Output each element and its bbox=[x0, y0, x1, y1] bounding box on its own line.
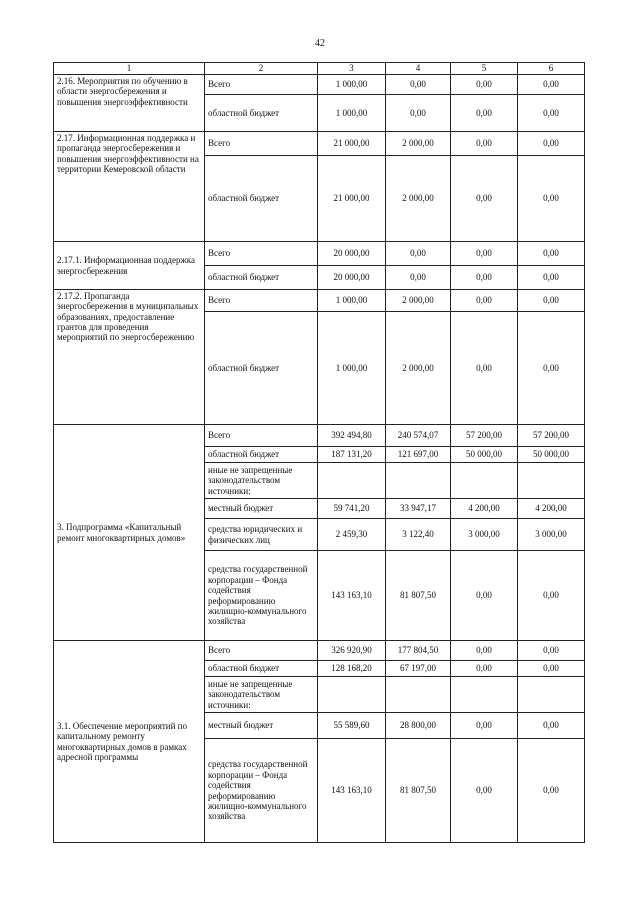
table-row bbox=[54, 242, 585, 266]
amount-cell-v6: 57 200,00 bbox=[518, 425, 585, 447]
amount-cell-v4: 81 807,50 bbox=[386, 551, 451, 641]
amount-cell-v6: 0,00 bbox=[518, 156, 585, 242]
amount-cell-v3: 187 131,20 bbox=[318, 447, 386, 463]
amount-cell-v3: 1 000,00 bbox=[318, 75, 386, 95]
header-cell: 1 bbox=[54, 63, 205, 75]
funding-source: Всего bbox=[205, 641, 318, 661]
amount-cell-v4: 2 000,00 bbox=[386, 312, 451, 425]
amount-cell-v6: 0,00 bbox=[518, 266, 585, 290]
amount-cell-v5 bbox=[451, 463, 518, 499]
funding-source: Всего bbox=[205, 290, 318, 312]
amount-cell-v5: 0,00 bbox=[451, 641, 518, 661]
header-cell: 4 bbox=[386, 63, 451, 75]
amount-cell-v3: 128 168,20 bbox=[318, 661, 386, 677]
amount-cell-v6 bbox=[518, 463, 585, 499]
funding-source: Всего bbox=[205, 242, 318, 266]
amount-cell-v5: 0,00 bbox=[451, 156, 518, 242]
amount-cell-v5: 0,00 bbox=[451, 661, 518, 677]
amount-cell-v6: 50 000,00 bbox=[518, 447, 585, 463]
amount-cell-v3: 2 459,30 bbox=[318, 519, 386, 551]
amount-cell-v5: 50 000,00 bbox=[451, 447, 518, 463]
amount-cell-v5 bbox=[451, 677, 518, 713]
funding-source: областной бюджет bbox=[205, 312, 318, 425]
activity-name: 2.17.1. Информационная поддержка энергосбережения bbox=[54, 242, 205, 290]
funding-source: областной бюджет bbox=[205, 95, 318, 132]
amount-cell-v3: 20 000,00 bbox=[318, 266, 386, 290]
amount-cell-v4: 33 947,17 bbox=[386, 499, 451, 519]
amount-cell-v5: 0,00 bbox=[451, 290, 518, 312]
amount-cell-v6: 0,00 bbox=[518, 312, 585, 425]
amount-cell-v6: 0,00 bbox=[518, 242, 585, 266]
amount-cell-v4: 121 697,00 bbox=[386, 447, 451, 463]
funding-source: средства государственной корпорации – Фонда содействия реформированию жилищно-коммунального хозяйства bbox=[205, 739, 318, 843]
amount-cell-v4: 2 000,00 bbox=[386, 132, 451, 156]
page-number: 42 bbox=[315, 38, 325, 49]
amount-cell-v3: 1 000,00 bbox=[318, 312, 386, 425]
amount-cell-v6: 0,00 bbox=[518, 641, 585, 661]
amount-cell-v4: 0,00 bbox=[386, 266, 451, 290]
activity-name: 2.16. Мероприятия по обучению в области энергосбережения и повышения энергоэффективности bbox=[54, 75, 205, 132]
amount-cell-v4: 0,00 bbox=[386, 75, 451, 95]
funding-source: Всего bbox=[205, 132, 318, 156]
amount-cell-v5: 0,00 bbox=[451, 75, 518, 95]
amount-cell-v5: 4 200,00 bbox=[451, 499, 518, 519]
funding-source: иные не запрещенные законодательством источники: bbox=[205, 463, 318, 499]
amount-cell-v5: 0,00 bbox=[451, 266, 518, 290]
amount-cell-v5: 0,00 bbox=[451, 739, 518, 843]
amount-cell-v5: 0,00 bbox=[451, 551, 518, 641]
amount-cell-v4: 177 804,50 bbox=[386, 641, 451, 661]
table-row bbox=[54, 75, 585, 95]
amount-cell-v6: 0,00 bbox=[518, 661, 585, 677]
table-row bbox=[54, 425, 585, 447]
budget-table bbox=[53, 62, 585, 843]
activity-name: 3.1. Обеспечение мероприятий по капитальному ремонту многоквартирных домов в рамках адресной программы bbox=[54, 641, 205, 843]
amount-cell-v3: 59 741,20 bbox=[318, 499, 386, 519]
amount-cell-v6 bbox=[518, 677, 585, 713]
funding-source: областной бюджет bbox=[205, 661, 318, 677]
amount-cell-v3: 143 163,10 bbox=[318, 739, 386, 843]
funding-source: Всего bbox=[205, 425, 318, 447]
amount-cell-v3: 20 000,00 bbox=[318, 242, 386, 266]
amount-cell-v3 bbox=[318, 463, 386, 499]
amount-cell-v4: 3 122,40 bbox=[386, 519, 451, 551]
funding-source: иные не запрещенные законодательством источники: bbox=[205, 677, 318, 713]
header-cell: 5 bbox=[451, 63, 518, 75]
amount-cell-v5: 3 000,00 bbox=[451, 519, 518, 551]
funding-source: местный бюджет bbox=[205, 499, 318, 519]
funding-source: местный бюджет bbox=[205, 713, 318, 739]
amount-cell-v5: 0,00 bbox=[451, 95, 518, 132]
header-row bbox=[54, 63, 585, 75]
amount-cell-v4 bbox=[386, 677, 451, 713]
table-row bbox=[54, 290, 585, 312]
amount-cell-v6: 0,00 bbox=[518, 95, 585, 132]
funding-source: средства юридических и физических лиц bbox=[205, 519, 318, 551]
amount-cell-v6: 0,00 bbox=[518, 75, 585, 95]
amount-cell-v4: 28 800,00 bbox=[386, 713, 451, 739]
amount-cell-v3 bbox=[318, 677, 386, 713]
funding-source: Всего bbox=[205, 75, 318, 95]
funding-source: средства государственной корпорации – Фонда содействия реформированию жилищно-коммунального хозяйства bbox=[205, 551, 318, 641]
funding-source: областной бюджет bbox=[205, 156, 318, 242]
amount-cell-v5: 0,00 bbox=[451, 312, 518, 425]
amount-cell-v5: 0,00 bbox=[451, 713, 518, 739]
amount-cell-v3: 55 589,60 bbox=[318, 713, 386, 739]
amount-cell-v4: 240 574,07 bbox=[386, 425, 451, 447]
amount-cell-v4: 0,00 bbox=[386, 95, 451, 132]
amount-cell-v3: 1 000,00 bbox=[318, 290, 386, 312]
amount-cell-v3: 1 000,00 bbox=[318, 95, 386, 132]
amount-cell-v4: 67 197,00 bbox=[386, 661, 451, 677]
amount-cell-v4: 81 807,50 bbox=[386, 739, 451, 843]
amount-cell-v6: 0,00 bbox=[518, 739, 585, 843]
activity-name: 2.17. Информационная поддержка и пропаганда энергосбережения и повышения энергоэффективности на территории Кемеровской области bbox=[54, 132, 205, 242]
amount-cell-v4: 2 000,00 bbox=[386, 290, 451, 312]
header-cell: 2 bbox=[205, 63, 318, 75]
activity-name: 3. Подпрограмма «Капитальный ремонт многоквартирных домов» bbox=[54, 425, 205, 641]
amount-cell-v4 bbox=[386, 463, 451, 499]
amount-cell-v4: 2 000,00 bbox=[386, 156, 451, 242]
header-cell: 6 bbox=[518, 63, 585, 75]
activity-name: 2.17.2. Пропаганда энергосбережения в муниципальных образованиях, предоставление грантов для проведения мероприятий по энергосбережению bbox=[54, 290, 205, 425]
amount-cell-v6: 0,00 bbox=[518, 290, 585, 312]
header-cell: 3 bbox=[318, 63, 386, 75]
amount-cell-v5: 0,00 bbox=[451, 242, 518, 266]
table-row bbox=[54, 132, 585, 156]
amount-cell-v3: 326 920,90 bbox=[318, 641, 386, 661]
amount-cell-v6: 0,00 bbox=[518, 551, 585, 641]
amount-cell-v3: 143 163,10 bbox=[318, 551, 386, 641]
amount-cell-v6: 0,00 bbox=[518, 132, 585, 156]
amount-cell-v3: 21 000,00 bbox=[318, 156, 386, 242]
funding-source: областной бюджет bbox=[205, 447, 318, 463]
amount-cell-v4: 0,00 bbox=[386, 242, 451, 266]
amount-cell-v3: 21 000,00 bbox=[318, 132, 386, 156]
table-row bbox=[54, 641, 585, 661]
amount-cell-v5: 0,00 bbox=[451, 132, 518, 156]
amount-cell-v5: 57 200,00 bbox=[451, 425, 518, 447]
amount-cell-v3: 392 494,80 bbox=[318, 425, 386, 447]
amount-cell-v6: 3 000,00 bbox=[518, 519, 585, 551]
amount-cell-v6: 0,00 bbox=[518, 713, 585, 739]
funding-source: областной бюджет bbox=[205, 266, 318, 290]
amount-cell-v6: 4 200,00 bbox=[518, 499, 585, 519]
